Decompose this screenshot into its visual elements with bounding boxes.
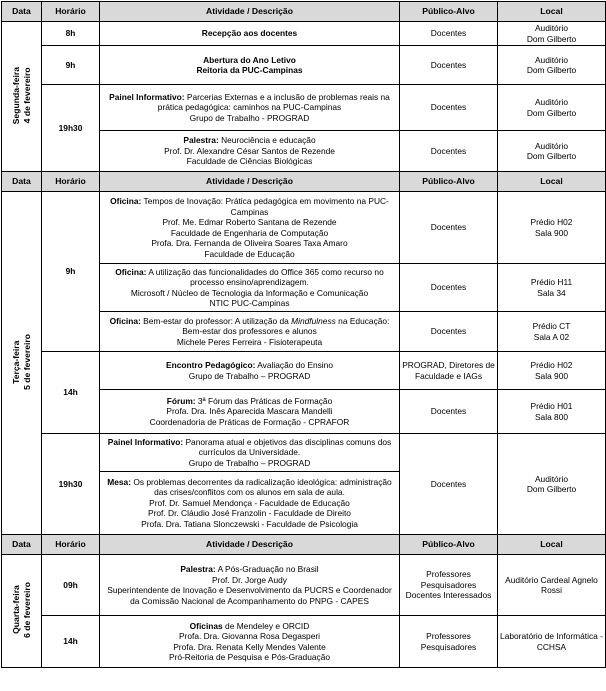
- location-cell: [498, 85, 606, 131]
- header-atividade: Atividade / Descrição: [100, 2, 400, 22]
- activity-label: Oficina:: [115, 266, 147, 277]
- header-publico: Público-Alvo: [400, 2, 498, 22]
- activity-cell: [100, 131, 400, 172]
- header-row: [2, 535, 606, 555]
- activity-line: Profa. Dra. Giovanna Rosa Degasperi: [178, 631, 321, 641]
- location-line: Prédio H11: [530, 277, 573, 287]
- location-line: Auditório: [534, 23, 569, 33]
- header-local: Local: [498, 2, 606, 22]
- header-atividade: Atividade / Descrição: [100, 535, 400, 555]
- table-row: [2, 434, 606, 472]
- location-cell: [498, 434, 606, 535]
- activity-cell: [100, 46, 400, 85]
- activity-line: Prof. Dr. Cláudio José Franzolin - Faculdade de Direito: [148, 508, 351, 519]
- activity-line: Faculdade de Educação: [204, 248, 295, 259]
- activity-label: Palestra:: [183, 135, 219, 146]
- activity-line: Michele Peres Ferreira - Fisioterapeuta: [176, 336, 323, 347]
- location-cell: [498, 22, 606, 46]
- header-horario: Horário: [42, 2, 100, 22]
- activity-label: Oficina:: [110, 196, 142, 206]
- time-cell: 19h30: [42, 85, 100, 172]
- activity-line: Pró-Reitoria de Pesquisa e Pós-Graduação: [168, 652, 331, 662]
- activity-text: A utilização das funcionalidades do Office 365 como recurso no processo ensino/aprendizagem.: [148, 266, 384, 287]
- header-data: Data: [2, 2, 42, 22]
- location-cell: [498, 352, 606, 390]
- time-cell: 14h: [42, 616, 100, 668]
- location-line: Prédio H01: [530, 401, 573, 411]
- location-cell: [498, 390, 606, 434]
- day-date: 5 de fevereiro: [21, 333, 32, 390]
- activity-line: Prof. Dr. Alexandre César Santos de Rezende: [164, 145, 335, 156]
- activity-title: Recepção aos docentes: [201, 28, 298, 39]
- activity-line: Superintendente de Inovação e Desenvolvimento da PUCRS e Coordenador da Comissão Nacional de Acompanhamento do PNPG - CAPES: [107, 585, 392, 606]
- location-line: Auditório: [534, 97, 569, 107]
- audience-cell: Docentes: [400, 192, 498, 264]
- activity-line: Coordenadoria de Práticas de Formação - CPRAFOR: [149, 416, 350, 427]
- table-row: [2, 192, 606, 264]
- location-line: Sala 900: [534, 370, 569, 381]
- activity-label: Palestra:: [180, 564, 216, 574]
- activity-text: Neurociência e educação: [221, 135, 316, 146]
- activity-cell: [100, 352, 400, 390]
- location-line: Auditório: [534, 54, 569, 65]
- location-line: Sala A 02: [533, 331, 570, 342]
- activity-label: Oficina:: [109, 315, 141, 326]
- location-line: Sala 800: [534, 411, 569, 422]
- audience-cell: Docentes: [400, 264, 498, 312]
- activity-text: Avaliação do Ensino: [257, 360, 333, 370]
- activity-label: Painel Informativo:: [107, 436, 184, 447]
- location-line: Dom Gilberto: [526, 484, 577, 494]
- location-line: Dom Gilberto: [526, 65, 577, 75]
- schedule-table: [1, 1, 606, 668]
- day-date: 6 de fevereiro: [21, 581, 32, 638]
- location-line: Dom Gilberto: [526, 107, 577, 118]
- day-cell: [2, 192, 42, 535]
- activity-cell: [100, 555, 400, 616]
- activity-line: Prof. Dr. Jorge Audy: [212, 574, 287, 585]
- activity-title: Abertura do Ano Letivo: [203, 54, 296, 65]
- header-data: Data: [2, 535, 42, 555]
- activity-text-post: na Educação: Bem-estar dos professores e alunos: [182, 315, 390, 337]
- location-line: Sala 34: [537, 287, 566, 298]
- day-weekday: Terça-feira: [10, 340, 21, 384]
- activity-line: Grupo de Trabalho – PROGRAD: [188, 370, 311, 381]
- header-atividade: Atividade / Descrição: [100, 172, 400, 192]
- location-cell: [498, 312, 606, 352]
- header-row: [2, 172, 606, 192]
- activity-text: Os problemas decorrentes da radicalização ideológica: administração das crises/conflitos com os alunos em sala de aula.: [133, 476, 392, 498]
- activity-text-italic: Mindfulness: [291, 315, 336, 326]
- header-horario: Horário: [42, 172, 100, 192]
- day-cell: [2, 22, 42, 172]
- activity-line: Prof. Dr. Samuel Mendonça - Faculdade de Educação: [149, 497, 350, 508]
- activity-line: Microsoft / Núcleo de Tecnologia da Informação e Comunicação: [130, 287, 369, 298]
- location-cell: [498, 264, 606, 312]
- audience-cell: Docentes: [400, 312, 498, 352]
- audience-cell: Docentes: [400, 390, 498, 434]
- activity-cell: [100, 192, 400, 264]
- activity-text: Tempos de Inovação: Prática pedagógica em movimento na PUC-Campinas: [143, 196, 389, 217]
- activity-text: A Pós-Graduação no Brasil: [217, 564, 319, 574]
- activity-label: Encontro Pedagógico:: [166, 360, 256, 370]
- table-row: [2, 352, 606, 390]
- activity-line: Faculdade de Engenharia de Computação: [170, 227, 329, 238]
- activity-line: Profa. Dra. Tatiana Slonczewski - Faculdade de Psicologia: [141, 518, 358, 529]
- time-cell: 09h: [42, 555, 100, 616]
- audience-cell: Professores Pesquisadores Docentes Interessados: [400, 555, 498, 616]
- table-row: [2, 22, 606, 46]
- table-row: [2, 85, 606, 131]
- activity-cell: [100, 390, 400, 434]
- table-row: [2, 46, 606, 85]
- activity-cell: [100, 616, 400, 668]
- audience-cell: PROGRAD, Diretores de Faculdade e IAGs: [400, 352, 498, 390]
- activity-cell: [100, 312, 400, 352]
- time-cell: 8h: [42, 22, 100, 46]
- activity-cell: [100, 22, 400, 46]
- time-cell: 19h30: [42, 434, 100, 535]
- location-line: Dom Gilberto: [526, 151, 577, 161]
- location-cell: [498, 192, 606, 264]
- activity-label: Painel Informativo:: [109, 91, 185, 102]
- header-row: [2, 2, 606, 22]
- header-local: Local: [498, 172, 606, 192]
- header-publico: Público-Alvo: [400, 172, 498, 192]
- header-local: Local: [498, 535, 606, 555]
- location-line: Sala 900: [534, 227, 569, 238]
- activity-line: Profa. Dra. Inês Aparecida Mascara Mandelli: [166, 406, 333, 417]
- time-cell: 14h: [42, 352, 100, 434]
- activity-cell: [100, 472, 400, 535]
- location-line: Prédio CT: [532, 321, 571, 331]
- activity-label: Fórum:: [166, 395, 196, 406]
- time-cell: 9h: [42, 46, 100, 85]
- activity-line: Profa. Dra. Fernanda de Oliveira Soares Taxa Amaro: [151, 238, 348, 248]
- activity-line: Profa. Dra. Renata Kelly Mendes Valente: [173, 641, 326, 652]
- activity-cell: [100, 264, 400, 312]
- audience-cell: Docentes: [400, 22, 498, 46]
- activity-line: Faculdade de Ciências Biológicas: [186, 156, 313, 167]
- audience-cell: Docentes: [400, 434, 498, 535]
- activity-text-pre: Bem-estar do professor: A utilização da: [143, 315, 292, 326]
- header-data: Data: [2, 172, 42, 192]
- header-publico: Público-Alvo: [400, 535, 498, 555]
- day-date: 4 de fevereiro: [21, 67, 32, 124]
- table-row: [2, 555, 606, 616]
- activity-line: Grupo de Trabalho – PROGRAD: [188, 457, 311, 468]
- day-weekday: Quarta-feira: [10, 585, 21, 635]
- activity-text: de Mendeley e ORCID: [225, 620, 310, 631]
- header-horario: Horário: [42, 535, 100, 555]
- activity-line: Reitoria da PUC-Campinas: [196, 65, 303, 75]
- activity-line: Prof. Me. Edmar Roberto Santana de Rezende: [162, 217, 337, 227]
- activity-text: Panorama atual e objetivos das disciplinas comuns dos currículos da Universidade.: [185, 436, 392, 458]
- day-weekday: Segunda-feira: [10, 66, 21, 124]
- location-line: Auditório: [534, 140, 569, 151]
- activity-cell: [100, 434, 400, 472]
- location-line: Auditório: [534, 473, 569, 484]
- activity-line: Grupo de Trabalho - PROGRAD: [189, 112, 310, 123]
- time-cell: 9h: [42, 192, 100, 352]
- location-line: Dom Gilberto: [526, 33, 577, 44]
- location-cell: Auditório Cardeal Agnelo Rossi: [498, 555, 606, 616]
- location-cell: [498, 131, 606, 172]
- audience-cell: Docentes: [400, 85, 498, 131]
- activity-text: Parcerias Externas e a inclusão de problemas reais na prática pedagógica: caminhos na PUC-Campinas: [157, 91, 390, 113]
- activity-cell: [100, 85, 400, 131]
- activity-label: Oficinas: [189, 620, 223, 631]
- location-line: Prédio H02: [530, 217, 573, 227]
- activity-line: NTIC PUC-Campinas: [209, 298, 290, 308]
- activity-label: Mesa:: [107, 476, 132, 487]
- day-cell: [2, 555, 42, 668]
- location-cell: Laboratório de Informática - CCHSA: [498, 616, 606, 668]
- audience-cell: Professores Pesquisadores: [400, 616, 498, 668]
- location-line: Prédio H02: [530, 360, 573, 370]
- audience-cell: Docentes: [400, 46, 498, 85]
- location-cell: [498, 46, 606, 85]
- table-row: [2, 616, 606, 668]
- audience-cell: Docentes: [400, 131, 498, 172]
- activity-text: 3ª Fórum das Práticas de Formação: [197, 395, 333, 406]
